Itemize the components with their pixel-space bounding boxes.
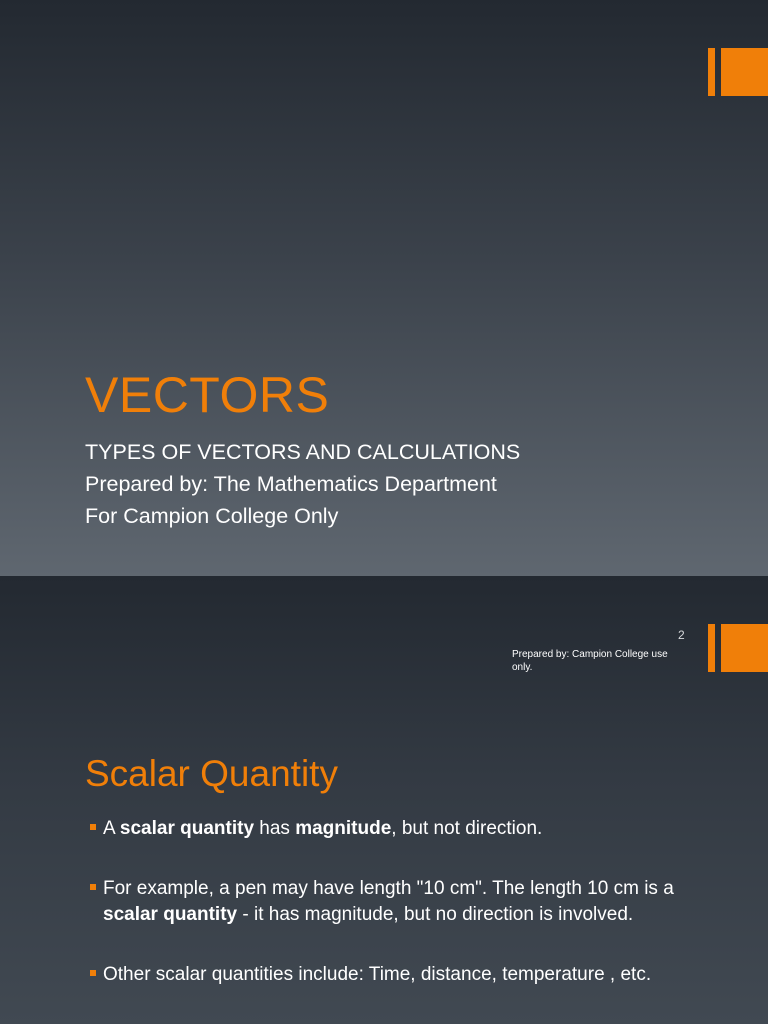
accent-bar-decoration [708, 48, 768, 96]
page-number: 2 [678, 628, 685, 642]
bullet-marker-icon [90, 884, 96, 890]
bullet-item: For example, a pen may have length "10 cm". The length 10 cm is a scalar quantity - it has magnitude, but no direction is involved. [85, 876, 700, 928]
accent-bar-thin [708, 624, 715, 672]
slide-title: VECTORS [85, 367, 330, 423]
footer-note: Prepared by: Campion College use only. [512, 649, 668, 673]
subtitle-line: For Campion College Only [85, 504, 339, 528]
slide-title: Scalar Quantity [85, 753, 338, 794]
accent-bar-thick [721, 48, 768, 96]
bullet-item: A scalar quantity has magnitude, but not direction. [85, 816, 700, 842]
accent-bar-decoration [708, 624, 768, 672]
bullet-marker-icon [90, 824, 96, 830]
subtitle-line: TYPES OF VECTORS AND CALCULATIONS [85, 440, 521, 464]
slide-subtitle [85, 436, 520, 532]
bullet-item: Other scalar quantities include: Time, distance, temperature , etc. [85, 962, 700, 988]
content-slide [0, 576, 768, 1024]
bullet-marker-icon [90, 970, 96, 976]
bullet-list [85, 816, 700, 1022]
subtitle-line: Prepared by: The Mathematics Department [85, 472, 497, 496]
accent-bar-thin [708, 48, 715, 96]
accent-bar-thick [721, 624, 768, 672]
